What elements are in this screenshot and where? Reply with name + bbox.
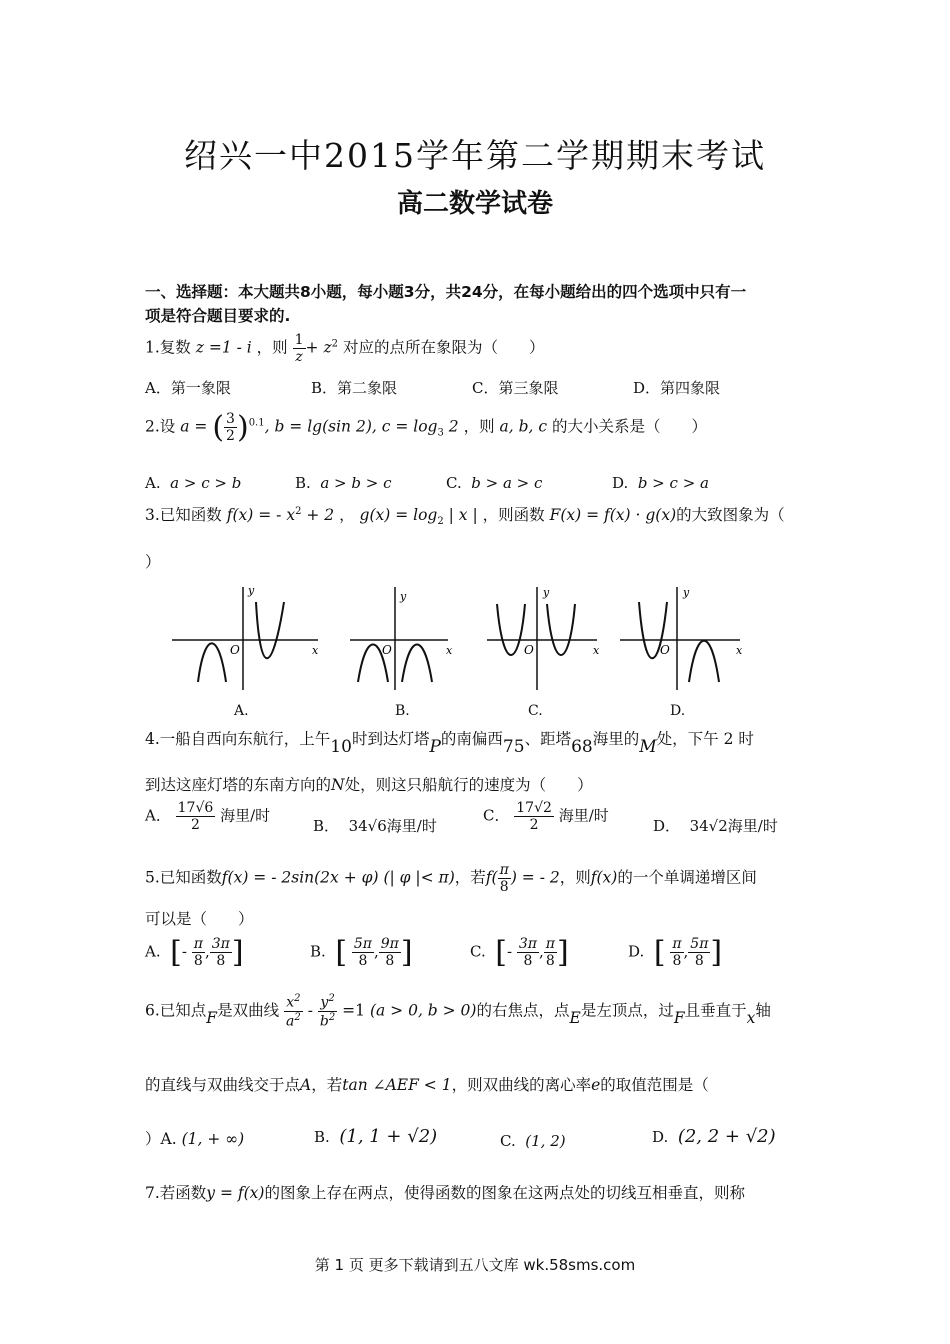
graph-b-x-label: x — [446, 644, 453, 657]
q2-exponent: 0.1 — [248, 417, 265, 429]
graph-a-y-label: y — [248, 584, 255, 597]
q2-log-base: 3 — [437, 427, 444, 439]
graph-a-x-label: x — [312, 644, 319, 657]
q1-square: 2 — [331, 338, 339, 350]
question-2: 2.设 a = ( $\frac{3}{2}$ )$^{0.1}$, b = lg(sin 2), $c = \log_3 2$ ，则 a, b, c 的大小关系是（ ） — [145, 410, 708, 445]
exam-subtitle: 高二数学试卷 — [396, 189, 553, 219]
q2-a-def: a = — [180, 417, 208, 436]
q6-option-c: C. (1, 2) — [500, 1132, 566, 1150]
graph-d-label: D. — [670, 703, 686, 719]
question-5-line2: 可以是（ ） — [145, 910, 254, 928]
graph-a-label: A. — [234, 703, 249, 719]
q6-option-b: B. (1, 1 + √2) — [314, 1126, 438, 1147]
graph-b-origin: O — [382, 643, 392, 657]
q2-stem-b: ，则 — [463, 417, 495, 436]
question-3: 3.已知函数 f(x) = - $x^2 + 2$ ， $g(x) = \log_2$ | x | ，则函数 F(x) = f(x) · g(x)的大致图象为（ — [145, 505, 785, 528]
graph-d-x-label: x — [736, 644, 743, 657]
graph-a — [172, 587, 318, 690]
q4-option-d: D． 34√2海里/时 — [653, 817, 778, 835]
q1-option-d: D．第四象限 — [633, 379, 721, 397]
graph-c-origin: O — [524, 643, 534, 657]
question-6-line1: 6.已知点F是双曲线 $\frac{x^2}{a^2}$ - $\frac{y^2}{b^2}$ =1 (a > 0, b > 0)的右焦点，点E是左顶点，过F且垂直于x轴 — [145, 993, 771, 1030]
section-heading-line2: 项是符合题目要求的. — [145, 307, 291, 325]
graph-c-label: C. — [528, 703, 543, 719]
q2-fraction: $\frac{3}{2}$ — [226, 410, 235, 444]
q2-stem-c: 的大小关系是（ ） — [552, 417, 708, 436]
graph-b-y-label: y — [400, 590, 407, 603]
q1-plus: + z — [305, 338, 332, 357]
q4-option-c: C． $\frac{17√2}{2}$ 海里/时 — [483, 800, 609, 834]
graph-d-y-label: y — [683, 586, 690, 599]
q6-option-d: D. (2, 2 + √2) — [652, 1126, 776, 1147]
q1-stem-c: 对应的点所在象限为（ ） — [342, 338, 545, 357]
q2-option-c: C. b > a > c — [446, 474, 543, 492]
q1-option-b: B．第二象限 — [311, 379, 398, 397]
q1-option-c: C．第三象限 — [472, 379, 559, 397]
graph-d — [620, 587, 740, 690]
q1-stem-b: ，则 — [256, 338, 288, 357]
q1-z-def: z =1 - i — [195, 338, 252, 357]
graph-a-origin: O — [230, 643, 240, 657]
q1-option-a: A．第一象限 — [145, 379, 231, 397]
q3-graphs — [160, 582, 750, 702]
q5-option-c: C. [- $\frac{3\pi}{8}$ , $\frac{\pi}{8}$ ] — [470, 935, 569, 970]
q2-option-d: D. b > c > a — [612, 474, 709, 492]
question-6-line2: 的直线与双曲线交于点A，若tan ∠AEF < 1，则双曲线的离心率e的取值范围是（ — [145, 1076, 709, 1094]
section-heading-line1: 一、选择题：本大题共8小题，每小题3分，共24分，在每小题给出的四个选项中只有一 — [145, 283, 747, 301]
q3-stem-close: ） — [145, 553, 161, 571]
q4-option-b: B． 34√6海里/时 — [313, 817, 437, 835]
graph-b-label: B. — [395, 703, 410, 719]
graph-c-y-label: y — [543, 586, 550, 599]
q5-option-d: D. [ $\frac{\pi}{8}$ , $\frac{5\pi}{8}$ ] — [628, 935, 723, 970]
question-4-line1: 4.一船自西向东航行，上午10时到达灯塔P的南偏西75、距塔68海里的M处，下午 2 时 — [145, 730, 754, 757]
graph-c — [487, 587, 597, 690]
q2-option-b: B. a > b > c — [295, 474, 392, 492]
question-7: 7.若函数y = f(x)的图象上存在两点，使得函数的图象在这两点处的切线互相垂直，则称 — [145, 1184, 745, 1202]
q3-stem-a: 3.已知函数 — [145, 506, 222, 524]
question-1 — [145, 332, 544, 365]
exam-title: 绍兴一中2015学年第二学期期末考试 — [184, 136, 766, 175]
q2-vars: a, b, c — [499, 417, 548, 436]
page-footer: 第 1 页 更多下载请到五八文库 wk.58sms.com — [314, 1256, 636, 1274]
q2-option-a: A. a > c > b — [145, 474, 242, 492]
q2-b-def: , b = lg(sin 2), c = log — [264, 417, 438, 436]
q3-F-def: F(x) = f(x) · g(x) — [549, 506, 677, 524]
q3-g-def: g(x) = log — [359, 506, 438, 524]
q5-option-a: A. [- $\frac{\pi}{8}$ , $\frac{3\pi}{8}$ ] — [145, 935, 244, 970]
q1-fraction: $\frac{1}{z}$ — [294, 332, 304, 366]
question-6-line3: ）A. (1, + ∞) — [145, 1130, 245, 1148]
q2-stem-a: 2.设 — [145, 417, 176, 436]
question-4-line2: 到达这座灯塔的东南方向的N处，则这只船航行的速度为（ ） — [145, 776, 593, 794]
q3-f-def: f(x) = - x — [226, 506, 296, 524]
question-5-line1: 5.已知函数f(x) = - 2sin(2x + φ) (| φ |< π)，若f( $\frac{\pi}{8}$ ) = - 2，则f(x)的一个单调递增区间 — [145, 862, 757, 896]
q5-option-b: B. [ $\frac{5\pi}{8}$ , $\frac{9\pi}{8}$ ] — [310, 935, 413, 970]
q1-stem-a: 1.复数 — [145, 338, 191, 357]
graph-d-origin: O — [660, 643, 670, 657]
graph-c-x-label: x — [593, 644, 600, 657]
q3-stem-c: 的大致图象为（ — [676, 506, 785, 524]
q3-stem-b: ，则函数 — [482, 506, 545, 524]
graph-b — [350, 587, 448, 690]
q2-c-tail: 2 — [443, 417, 459, 436]
q4-option-a: A． $\frac{17√6}{2}$ 海里/时 — [145, 800, 271, 834]
